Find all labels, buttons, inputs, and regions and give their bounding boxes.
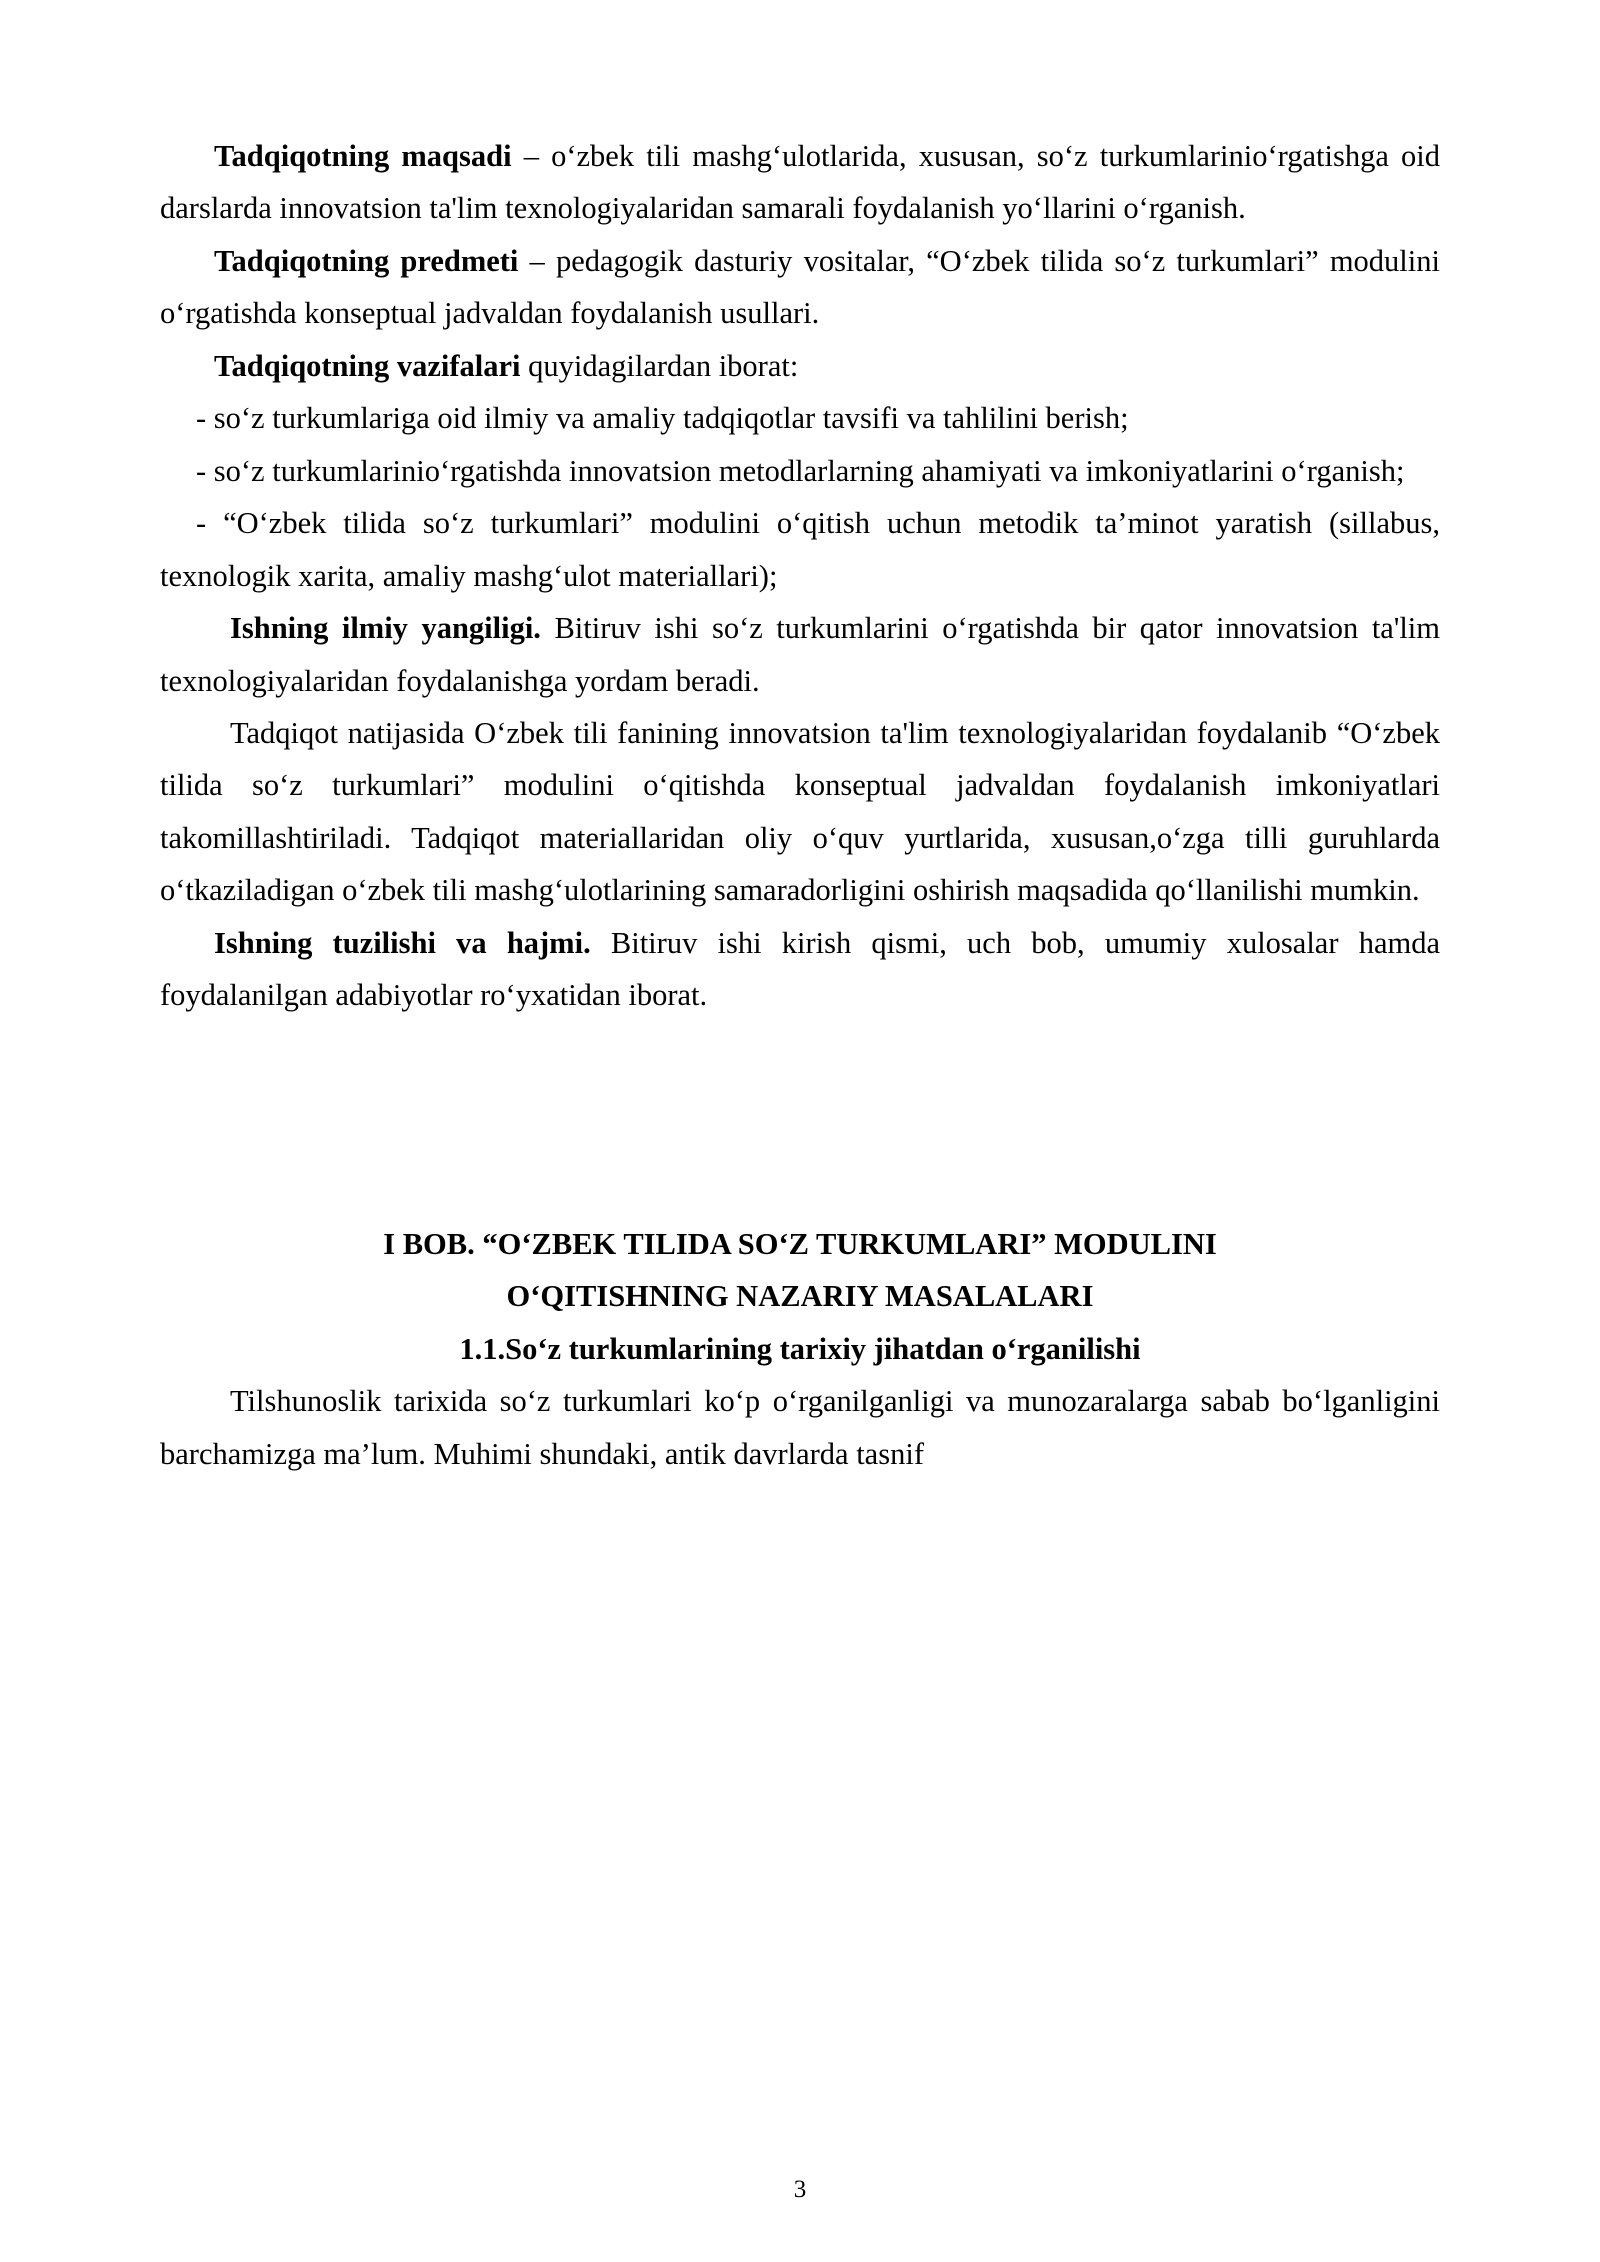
paragraph-text-natijasida: Tadqiqot natijasida O‘zbek tili fanining innovatsion ta'lim texnologiyalaridan foydalanib “O‘zbek tilida so‘z turkumlari” modulini o‘qitishda konseptual jadvaldan foydalanish imkoniyatlari takomillashtiriladi. Tadqiqot materiallaridan oliy o‘quv yurtlarida, xususan,o‘zga tilli guruhlarda o‘tkaziladigan o‘zbek tili mashg‘ulotlarining samaradorligini oshirish maqsadida qo‘llanilishi mumkin.: [160, 715, 1440, 908]
paragraph-closing: Tilshunoslik tarixida so‘z turkumlari ko‘p o‘rganilganligi va munozaralarga sabab bo‘lganligini barchamizga ma’lum. Muhimi shundaki, antik davrlarda tasnif: [160, 1384, 1440, 1471]
paragraph-tuzilishi: [160, 917, 1440, 1022]
list-item-vazifa-1: [160, 392, 1440, 444]
page-number: 3: [793, 2176, 807, 2203]
list-item-vazifa-2: [160, 445, 1440, 497]
paragraph-lead-maqsadi: Tadqiqotning maqsadi: [214, 139, 512, 173]
list-item-vazifa-3: [160, 497, 1440, 602]
section-spacer: [160, 1022, 1440, 1218]
paragraph-lead-vazifalari: Tadqiqotning vazifalari: [214, 348, 521, 383]
paragraph-text-yangiligi: Bitiruv ishi so‘z turkumlarini o‘rgatishda bir qator innovatsion ta'lim texnologiyalaridan foydalanishga yordam beradi.: [160, 611, 1440, 698]
document-body: [160, 130, 1440, 1480]
paragraph-vazifalari: [160, 340, 1440, 392]
paragraph-natijasida: [160, 707, 1440, 917]
list-item-text-1: - so‘z turkumlariga oid ilmiy va amaliy tadqiqotlar tavsifi va tahlilini berish;: [196, 401, 1129, 436]
paragraph-text-predmeti: – pedagogik dasturiy vositalar, “O‘zbek tilida so‘z turkumlari” modulini o‘rgatishda konseptual jadvaldan foydalanish usullari.: [160, 243, 1440, 331]
chapter-title-line-2: O‘QITISHNING NAZARIY MASALALARI: [506, 1279, 1094, 1314]
list-item-text-3: - “O‘zbek tilida so‘z turkumlari” modulini o‘qitish uchun metodik ta’minot yaratish (sillabus, texnologik xarita, amaliy mashg‘ulot materiallari);: [160, 506, 1440, 593]
paragraph-text-maqsadi: – o‘zbek tili mashg‘ulotlarida, xususan, so‘z turkumlarinio‘rgatishga oid darslarda innovatsion ta'lim texnologiyalaridan samarali foydalanish yo‘llarini o‘rganish.: [160, 139, 1440, 226]
paragraph-lead-yangiligi: Ishning ilmiy yangiligi.: [230, 611, 541, 646]
paragraph-maqsadi: [160, 130, 1440, 235]
paragraph-text-vazifalari: quyidagilardan iborat:: [520, 348, 799, 383]
paragraph-lead-tuzilishi: Ishning tuzilishi va hajmi.: [214, 925, 591, 960]
paragraph-text-tuzilishi: Bitiruv ishi kirish qismi, uch bob, umumiy xulosalar hamda foydalanilgan adabiyotlar ro‘yxatidan iborat.: [160, 925, 1440, 1013]
paragraph-yangiligi: [160, 602, 1440, 707]
paragraph-lead-predmeti: Tadqiqotning predmeti: [214, 243, 519, 278]
section-title: 1.1.So‘z turkumlarining tarixiy jihatdan o‘rganilishi: [459, 1331, 1141, 1366]
list-item-text-2: - so‘z turkumlarinio‘rgatishda innovatsion metodlarlarning ahamiyati va imkoniyatlarini o‘rganish;: [196, 453, 1405, 488]
chapter-title-line-1: I BOB. “O‘ZBEK TILIDA SO‘Z TURKUMLARI” MODULINI: [383, 1226, 1217, 1261]
paragraph-predmeti: [160, 235, 1440, 340]
